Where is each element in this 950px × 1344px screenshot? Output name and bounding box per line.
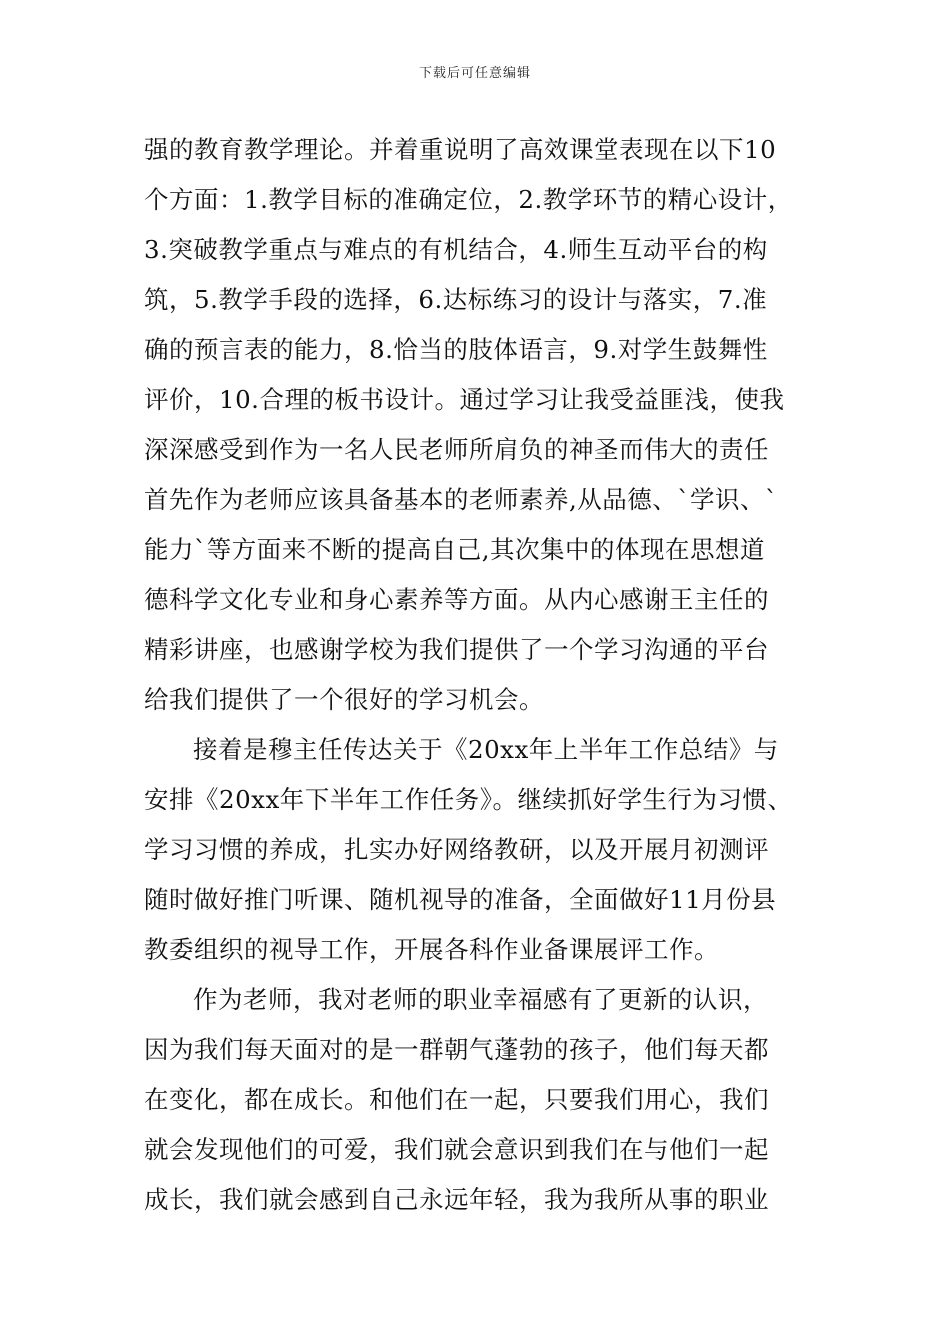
- text-line: 在变化，都在成长。和他们在一起，只要我们用心，我们: [144, 1085, 769, 1114]
- paragraph-start-line: 接着是穆主任传达关于《20xx年上半年工作总结》与: [193, 735, 779, 764]
- text-line: 成长，我们就会感到自己永远年轻，我为我所从事的职业: [144, 1185, 769, 1214]
- page-header: 下载后可任意编辑: [418, 66, 531, 81]
- text-line: 因为我们每天面对的是一群朝气蓬勃的孩子，他们每天都: [144, 1035, 769, 1064]
- text-line: 深深感受到作为一名人民老师所肩负的神圣而伟大的责任: [144, 435, 769, 464]
- text-line: 评价，10.合理的板书设计。通过学习让我受益匪浅，使我: [144, 385, 785, 414]
- text-line: 筑，5.教学手段的选择，6.达标练习的设计与落实，7.准: [144, 285, 768, 314]
- text-line: 学习习惯的养成，扎实办好网络教研，以及开展月初测评: [144, 835, 769, 864]
- text-line: 精彩讲座，也感谢学校为我们提供了一个学习沟通的平台: [144, 635, 769, 664]
- text-line: 能力`等方面来不断的提高自己,其次集中的体现在思想道: [144, 535, 766, 564]
- text-line: 强的教育教学理论。并着重说明了高效课堂表现在以下10: [144, 135, 777, 164]
- text-line: 教委组织的视导工作，开展各科作业备课展评工作。: [144, 935, 719, 964]
- text-line: 就会发现他们的可爱，我们就会意识到我们在与他们一起: [144, 1135, 769, 1164]
- text-line: 个方面：1.教学目标的准确定位，2.教学环节的精心设计，: [144, 185, 793, 214]
- text-line: 首先作为老师应该具备基本的老师素养,从品德、`学识、`: [144, 485, 778, 514]
- text-line: 确的预言表的能力，8.恰当的肢体语言，9.对学生鼓舞性: [144, 335, 768, 364]
- text-line: 3.突破教学重点与难点的有机结合，4.师生互动平台的构: [144, 235, 768, 264]
- paragraph-start-line: 作为老师，我对老师的职业幸福感有了更新的认识，: [193, 985, 768, 1014]
- text-line: 给我们提供了一个很好的学习机会。: [144, 685, 544, 714]
- text-line: 安排《20xx年下半年工作任务》。继续抓好学生行为习惯、: [144, 785, 793, 814]
- text-line: 随时做好推门听课、随机视导的准备，全面做好11月份县: [144, 885, 777, 914]
- body-text: [144, 125, 834, 1225]
- text-line: 德科学文化专业和身心素养等方面。从内心感谢王主任的: [144, 585, 769, 614]
